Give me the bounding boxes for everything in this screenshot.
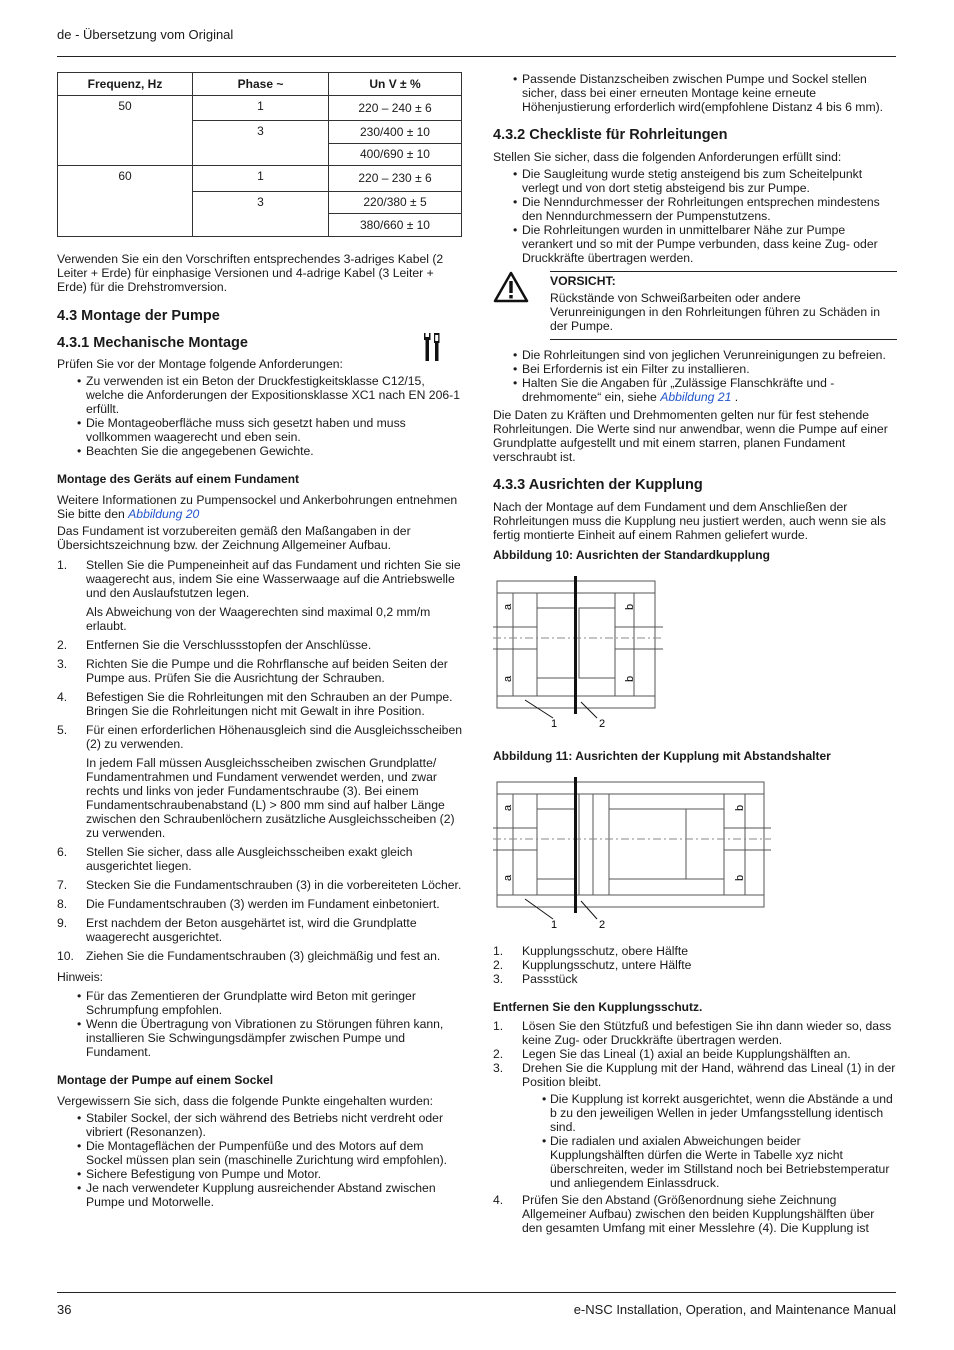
- table-cell: 3: [193, 121, 329, 166]
- figure-21-link[interactable]: Abbildung 21: [660, 390, 732, 404]
- table-cell: 400/690 ± 10: [329, 143, 462, 166]
- list-item: 2. Entfernen Sie die Verschlussstopfen der Anschlüsse.: [57, 637, 372, 652]
- list-item: 5. Für einen erforderlichen Höhenausgleich sind die Ausgleichsscheiben (2) zu verwenden. In jedem Fall müssen Ausgleichsscheiben zwischen Grundplatte/ Fundamentrahmen und Fundament verwendet werden, und zwar rechts und links von jeder Fundamentschraube (3). Bei einem Fundamentschraubenabstand (L) > 800 mm sind auf halber Länge zwischen den Schraubenlöchern zusätzliche Ausgleichsscheiben (2) zu verwenden.: [57, 722, 463, 840]
- section-heading-4-3-3: 4.3.3 Ausrichten der Kupplung: [493, 477, 703, 493]
- list-item: • Je nach verwendeter Kupplung ausreichender Abstand zwischen Pumpe und Motorwelle.: [57, 1181, 462, 1209]
- label-2: 2: [599, 919, 606, 931]
- list-item: • Die Nenndurchmesser der Rohrleitungen entsprechen mindestens den Nenndurchmessern der Pumpenstutzens.: [493, 195, 897, 223]
- caution-title: VORSICHT:: [550, 274, 616, 288]
- figure-10-drawing: [493, 574, 897, 737]
- figure-10-caption: Abbildung 10: Ausrichten der Standardkupplung: [493, 548, 770, 562]
- alignment-paragraph: Nach der Montage auf dem Fundament und dem Anschließen der Rohrleitungen muss die Kupplung neu justiert werden, auch wenn sie als fertig montierte Einheit auf einem Rahmen geliefert wurde.: [493, 500, 886, 542]
- cable-paragraph: Verwenden Sie ein den Vorschriften entsprechendes 3-adriges Kabel (2 Leiter + Erde) für einphasige Versionen und 4-adrige Kabel (3 Leiter + Erde) für die Drehstromversion.: [57, 251, 444, 294]
- tools-icon: [424, 333, 442, 363]
- page-number: 36: [57, 1302, 72, 1317]
- list-item: • Die Rohrleitungen wurden in unmittelbarer Nähe zur Pumpe verankert und so mit der Pumpe verbunden, dass keine Zug- oder Druckkräfte übertragen werden.: [493, 223, 897, 265]
- list-item: • Die Montageflächen der Pumpenfüße und des Motors auf dem Sockel müssen plan sein (maschinelle Zurichtung wird empfohlen).: [57, 1139, 462, 1167]
- header-rule: [57, 56, 896, 57]
- list-item: • Die Montageoberfläche muss sich gesetzt haben und muss vollkommen waagerecht und eben sein.: [57, 416, 462, 444]
- table-cell: 380/660 ± 10: [329, 214, 462, 237]
- table-cell: 220 – 240 ± 6: [329, 95, 462, 121]
- table-cell: 220/380 ± 5: [329, 191, 462, 214]
- checklist-continued: [493, 348, 897, 404]
- distance-list: [493, 72, 897, 114]
- remove-steps-continued: [493, 1193, 897, 1235]
- subheading-remove-guard: Entfernen Sie den Kupplungsschutz.: [493, 1000, 703, 1014]
- list-item: • Die radialen und axialen Abweichungen beider Kupplungshälften dürfen die Werte in Tabelle xyz nicht überschreiten, weder im Stillstand noch bei Betriebstemperatur und anliegendem Einlassdruck.: [493, 1134, 897, 1190]
- list-item: • Zu verwenden ist ein Beton der Druckfestigkeitsklasse C12/15, welche die Anforderungen der Expositionsklasse XC1 nach EN 206-1 erfüllt.: [57, 374, 462, 416]
- forces-paragraph: Die Daten zu Kräften und Drehmomenten gelten nur für fest stehende Rohrleitungen. Die Werte sind nur anwendbar, wenn die Pumpe auf einer Grundplatte aufgestellt und mit einem starren, planen Fundament verschraubt ist.: [493, 408, 888, 464]
- list-item: • Die Saugleitung wurde stetig ansteigend bis zum Scheitelpunkt verlegt und von dort stetig absteigend bis zur Pumpe.: [493, 167, 897, 195]
- list-item: 4. Prüfen Sie den Abstand (Größenordnung siehe Zeichnung Allgemeiner Aufbau) zwischen den beiden Kupplungshälften über den gesamten Umfang mit einer Messlehre (4). Die Kupplung ist: [493, 1193, 875, 1235]
- label-a: a: [502, 874, 514, 881]
- label-b: b: [734, 804, 746, 811]
- foundation-steps: [57, 558, 462, 963]
- list-item: 2. Legen Sie das Lineal (1) axial an beide Kupplungshälften an.: [493, 1047, 851, 1061]
- table-cell: 1: [193, 95, 329, 121]
- list-item: 1. Stellen Sie die Pumpeneinheit auf das Fundament und richten Sie sie waagerecht aus, indem Sie eine Wasserwaage auf die Antriebswelle und den Auslaufstutzen legen. Als Abweichung von der Waagerechten sind maximal 0,2 mm/m erlaubt.: [57, 557, 461, 633]
- checklist: [493, 167, 897, 265]
- list-item: 8. Die Fundamentschrauben (3) werden im Fundament einbetoniert.: [57, 896, 440, 911]
- foundation-paragraph-2: Das Fundament ist vorzubereiten gemäß den Maßangaben in der Übersichtszeichnung bzw. der Zeichnung Allgemeiner Aufbau.: [57, 523, 411, 552]
- table-cell: 60: [58, 166, 193, 237]
- table-cell: 230/400 ± 10: [329, 121, 462, 144]
- list-item: 9. Erst nachdem der Beton ausgehärtet ist, wird die Grundplatte waagerecht ausgerichtet.: [57, 915, 417, 944]
- list-item: • Stabiler Sockel, der sich während des Betriebs nicht verdreht oder vibriert (Resonanzen).: [57, 1111, 462, 1139]
- label-a: a: [502, 603, 514, 610]
- checklist-intro: Stellen Sie sicher, dass die folgenden Anforderungen erfüllt sind:: [493, 150, 842, 164]
- label-a: a: [502, 804, 514, 811]
- figure-11-drawing: [493, 775, 897, 938]
- list-item: • Beachten Sie die angegebenen Gewichte.: [57, 444, 462, 458]
- section-heading-4-3-1: 4.3.1 Mechanische Montage: [57, 334, 248, 351]
- section-heading-4-3: 4.3 Montage der Pumpe: [57, 307, 220, 324]
- list-item: • Die Kupplung ist korrekt ausgerichtet, wenn die Abstände a und b zu den jeweiligen Wellen in jeder Umfangsstellung identisch sind.: [493, 1092, 897, 1134]
- footer-rule: [57, 1292, 896, 1293]
- table-header-frequency: Frequenz, Hz: [58, 73, 193, 96]
- list-item: • Sichere Befestigung von Pumpe und Motor.: [57, 1167, 462, 1181]
- requirements-intro: Prüfen Sie vor der Montage folgende Anforderungen:: [57, 356, 343, 371]
- figure-legend: [493, 944, 897, 986]
- section-heading-4-3-2: 4.3.2 Checkliste für Rohrleitungen: [493, 127, 728, 143]
- label-b: b: [734, 874, 746, 881]
- subheading-socket: Montage der Pumpe auf einem Sockel: [57, 1072, 274, 1087]
- warning-icon: [493, 271, 529, 303]
- remove-steps: [493, 1019, 897, 1089]
- subheading-foundation: Montage des Geräts auf einem Fundament: [57, 471, 300, 486]
- list-item: • Bei Erfordernis ist ein Filter zu installieren.: [493, 362, 897, 376]
- table-cell: 50: [58, 95, 193, 166]
- foundation-paragraph-1: Weitere Informationen zu Pumpensockel und Ankerbohrungen entnehmen Sie bitte den Abbildung 20: [57, 492, 458, 521]
- table-header-phase: Phase ~: [193, 73, 329, 96]
- right-column: [493, 72, 897, 1235]
- page-header: de - Übersetzung vom Original: [57, 27, 234, 42]
- list-item: 2. Kupplungsschutz, untere Hälfte: [493, 958, 692, 972]
- label-a: a: [502, 675, 514, 682]
- requirements-list: [57, 374, 462, 458]
- table-cell: 3: [193, 191, 329, 236]
- list-item: 3. Drehen Sie die Kupplung mit der Hand, während das Lineal (1) in der Position bleibt.: [493, 1061, 896, 1089]
- hint-label: Hinweis:: [57, 969, 104, 984]
- list-item: • Für das Zementieren der Grundplatte wird Beton mit geringer Schrumpfung empfohlen.: [57, 989, 462, 1017]
- list-item: • Halten Sie die Angaben für „Zulässige Flanschkräfte und -drehmomente“ ein, siehe Abbildung 21 .: [493, 376, 897, 404]
- label-1: 1: [551, 919, 558, 931]
- hint-list: [57, 989, 462, 1059]
- manual-title: e-NSC Installation, Operation, and Maintenance Manual: [573, 1302, 896, 1317]
- remove-sublist: [493, 1092, 897, 1190]
- caution-text: Rückstände von Schweißarbeiten oder andere Verunreinigungen in den Rohrleitungen führen zu Schäden in der Pumpe.: [550, 291, 880, 333]
- list-item: • Wenn die Übertragung von Vibrationen zu Störungen führen kann, installieren Sie Schwingungsdämpfer zwischen Pumpe und Fundament.: [57, 1017, 462, 1059]
- socket-intro: Vergewissern Sie sich, dass die folgende Punkte eingehalten wurden:: [57, 1093, 434, 1108]
- list-item: 3. Richten Sie die Pumpe und die Rohrflansche auf beiden Seiten der Pumpe aus. Prüfen Sie die Ausrichtung der Schrauben.: [57, 656, 448, 685]
- figure-20-link[interactable]: Abbildung 20: [128, 506, 200, 521]
- list-item: 4. Befestigen Sie die Rohrleitungen mit den Schrauben an der Pumpe. Bringen Sie die Rohrleitungen nicht mit Gewalt in ihre Position.: [57, 689, 453, 718]
- list-item: 6. Stellen Sie sicher, dass alle Ausgleichsscheiben exakt gleich ausgerichtet liegen.: [57, 844, 413, 873]
- list-item: • Die Rohrleitungen sind von jeglichen Verunreinigungen zu befreien.: [493, 348, 897, 362]
- table-header-voltage: Un V ± %: [329, 73, 462, 96]
- list-item: 1. Lösen Sie den Stützfuß und befestigen Sie ihn dann wieder so, dass keine Zug- oder Druckkräfte übertragen werden.: [493, 1019, 892, 1047]
- list-item: 7. Stecken Sie die Fundamentschrauben (3) in die vorbereiteten Löcher.: [57, 877, 462, 892]
- voltage-table: [57, 72, 462, 237]
- socket-list: [57, 1111, 462, 1209]
- left-column: [57, 72, 462, 1212]
- label-b: b: [624, 603, 636, 610]
- table-cell: 1: [193, 166, 329, 192]
- list-item: 10. Ziehen Sie die Fundamentschrauben (3) gleichmäßig und fest an.: [57, 948, 441, 963]
- list-item: • Passende Distanzscheiben zwischen Pumpe und Sockel stellen sicher, dass bei einer erneuten Montage keine erneute Höhenjustierung erforderlich wird(empfohlene Distanz 4 bis 6 mm).: [493, 72, 897, 114]
- list-item: 3. Passstück: [493, 972, 578, 986]
- label-b: b: [624, 675, 636, 682]
- list-item: 1. Kupplungsschutz, obere Hälfte: [493, 944, 688, 958]
- label-2: 2: [599, 718, 606, 730]
- table-cell: 220 – 230 ± 6: [329, 166, 462, 192]
- figure-11-caption: Abbildung 11: Ausrichten der Kupplung mit Abstandshalter: [493, 749, 831, 763]
- caution-box: [493, 271, 897, 340]
- label-1: 1: [551, 718, 558, 730]
